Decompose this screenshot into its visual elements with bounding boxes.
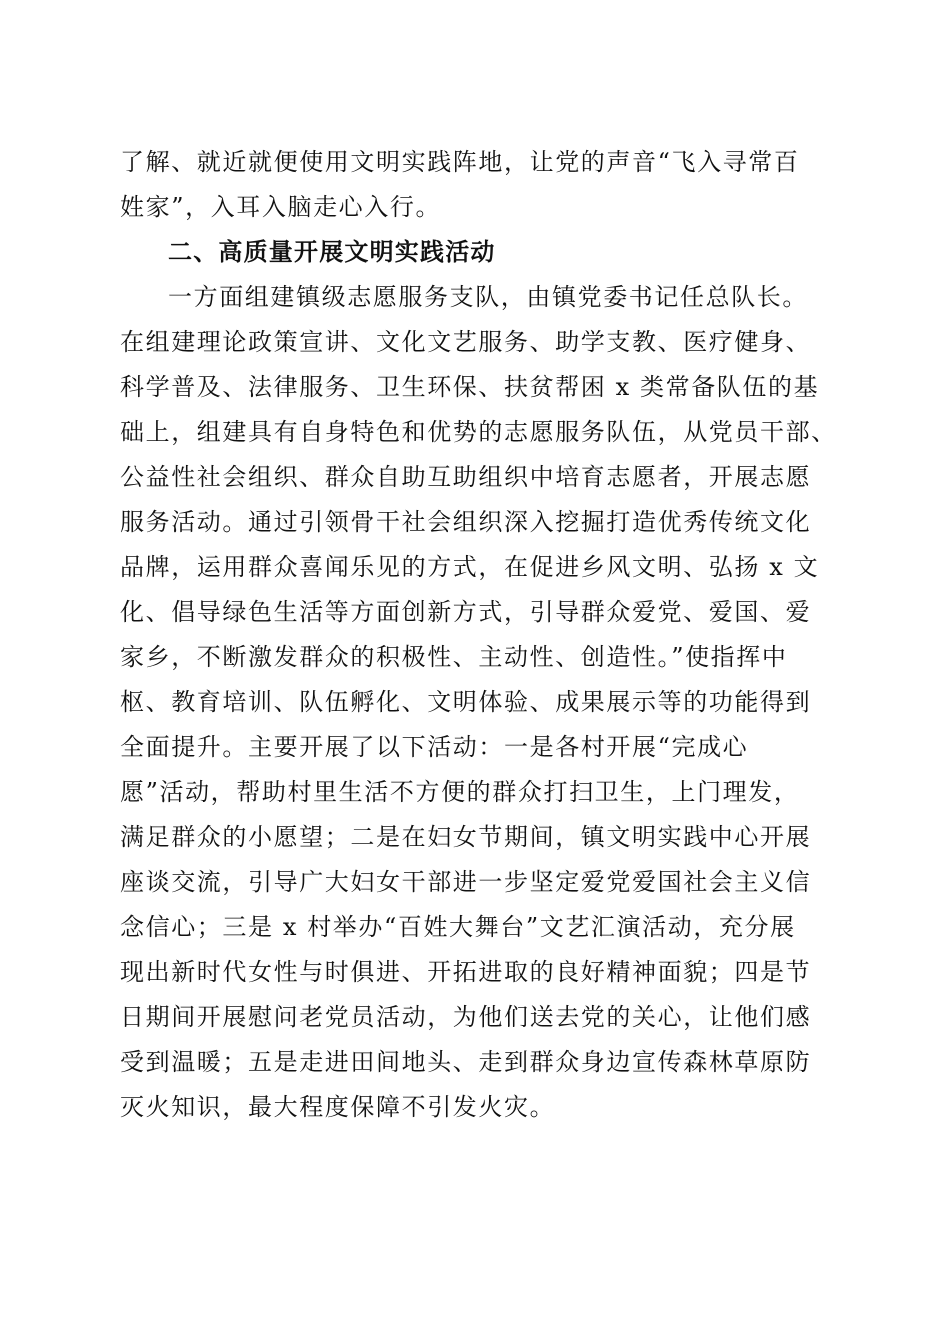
text-line: 枢、教育培训、队伍孵化、文明体验、成果展示等的功能得到 xyxy=(120,688,812,716)
text-line: 日期间开展慰问老党员活动，为他们送去党的关心，让他们感 xyxy=(120,1003,812,1031)
text-line: 受到温暖；五是走进田间地头、走到群众身边宣传森林草原防 xyxy=(120,1048,812,1076)
text-line: 家乡，不断激发群众的积极性、主动性、创造性。”使指挥中 xyxy=(120,643,788,671)
text-line: 念信心；三是 x 村举办“百姓大舞台”文艺汇演活动，充分展 xyxy=(120,913,796,941)
text-line: 品牌，运用群众喜闻乐见的方式，在促进乡风文明、弘扬 x 文 xyxy=(120,553,820,581)
text-line: 服务活动。通过引领骨干社会组织深入挖掘打造优秀传统文化 xyxy=(120,508,812,536)
text-line: 现出新时代女性与时俱进、开拓进取的良好精神面貌；四是节 xyxy=(120,958,812,986)
text-line: 座谈交流，引导广大妇女干部进一步坚定爱党爱国社会主义信 xyxy=(120,868,812,896)
body-text xyxy=(120,140,837,1130)
text-line: 满足群众的小愿望；二是在妇女节期间，镇文明实践中心开展 xyxy=(120,823,812,851)
text-line: 础上，组建具有自身特色和优势的志愿服务队伍，从党员干部、 xyxy=(120,418,837,446)
text-line: 化、倡导绿色生活等方面创新方式，引导群众爱党、爱国、爱 xyxy=(120,598,812,626)
text-line: 在组建理论政策宣讲、文化文艺服务、助学支教、医疗健身、 xyxy=(120,328,812,356)
section-heading: 二、高质量开展文明实践活动 xyxy=(168,238,496,266)
text-line: 全面提升。主要开展了以下活动：一是各村开展“完成心 xyxy=(120,733,749,761)
text-line: 愿”活动，帮助村里生活不方便的群众打扫卫生，上门理发， xyxy=(120,778,800,806)
paragraph-first-line: 一方面组建镇级志愿服务支队，由镇党委书记任总队长。 xyxy=(168,283,808,311)
text-line: 灭火知识，最大程度保障不引发火灾。 xyxy=(120,1093,556,1121)
text-line: 科学普及、法律服务、卫生环保、扶贫帮困 x 类常备队伍的基 xyxy=(120,373,820,401)
text-line: 了解、就近就便使用文明实践阵地，让党的声音“飞入寻常百 xyxy=(120,148,800,176)
text-line: 公益性社会组织、群众自助互助组织中培育志愿者，开展志愿 xyxy=(120,463,812,491)
text-line: 姓家”，入耳入脑走心入行。 xyxy=(120,193,442,221)
